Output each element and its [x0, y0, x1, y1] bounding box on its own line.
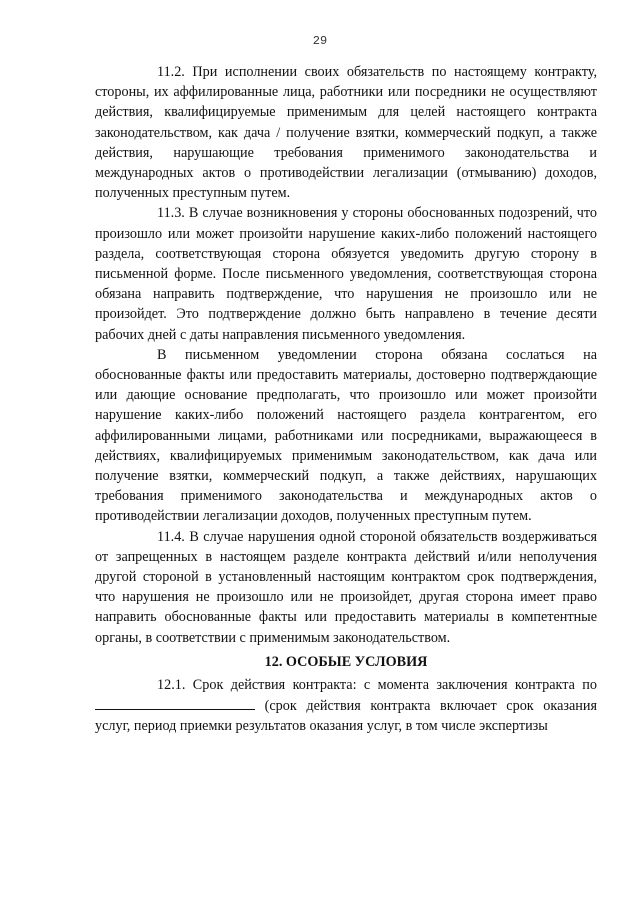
paragraph-12-1-rest: (срок действия контракта включает срок оказания услуг, период приемки результатов оказания услуг, в том числе экспертизы	[95, 698, 597, 735]
paragraph-11-3: 11.3. В случае возникновения у стороны обоснованных подозрений, что произошло или может произойти нарушение каких-либо положений настоящего раздела, соответствующая сторона обязуется уведомить другую сторону в письменной форме. После письменного уведомления, соответствующая сторона обязана направить подтверждение, что нарушения не произошло или не произойдет. Это подтверждение должно быть направлено в течение десяти рабочих дней с даты направления письменного уведомления.	[95, 205, 597, 343]
paragraph-11-2: 11.2. При исполнении своих обязательств по настоящему контракту, стороны, их аффилированные лица, работники или посредники не осуществляют действия, квалифицируемые применимым для целей настоящего контракта законодательством, как дача / получение взятки, коммерческий подкуп, а также действия, нарушающие требования применимого законодательства и международных актов о противодействии легализации (отмыванию) доходов, полученных преступным путем.	[95, 64, 597, 202]
paragraph-12-1-start: 12.1. Срок действия контракта: с момента заключения контракта по	[157, 676, 597, 693]
document-body	[95, 62, 597, 737]
page-number: 29	[312, 34, 328, 48]
section-12-heading: 12. ОСОБЫЕ УСЛОВИЯ	[264, 653, 428, 670]
paragraph-11-4: 11.4. В случае нарушения одной стороной обязательств воздерживаться от запрещенных в настоящем разделе контракта действий и/или неполучения другой стороной в установленный настоящим контрактом срок подтверждения, что нарушения не произошло или не произойдет, другая сторона имеет право направить обоснованные факты или предоставить материалы в компетентные органы, в соответствии с применимым законодательством.	[95, 528, 597, 646]
paragraph-12-1	[95, 675, 597, 737]
blank-date-field	[95, 695, 255, 710]
paragraph-written-notice: В письменном уведомлении сторона обязана сослаться на обоснованные факты или предоставить материалы, достоверно подтверждающие или дающие основание предполагать, что произошло или может произойти нарушение каких-либо положений настоящего раздела контрагентом, его аффилированными лицами, работниками или посредниками, выражающееся в действиях, квалифицируемых применимым законодательством, как дача или получение взятки, коммерческий подкуп, а также действиях, нарушающих требования применимого законодательства и международных актов о противодействии легализации доходов, полученных преступным путем.	[95, 346, 597, 525]
